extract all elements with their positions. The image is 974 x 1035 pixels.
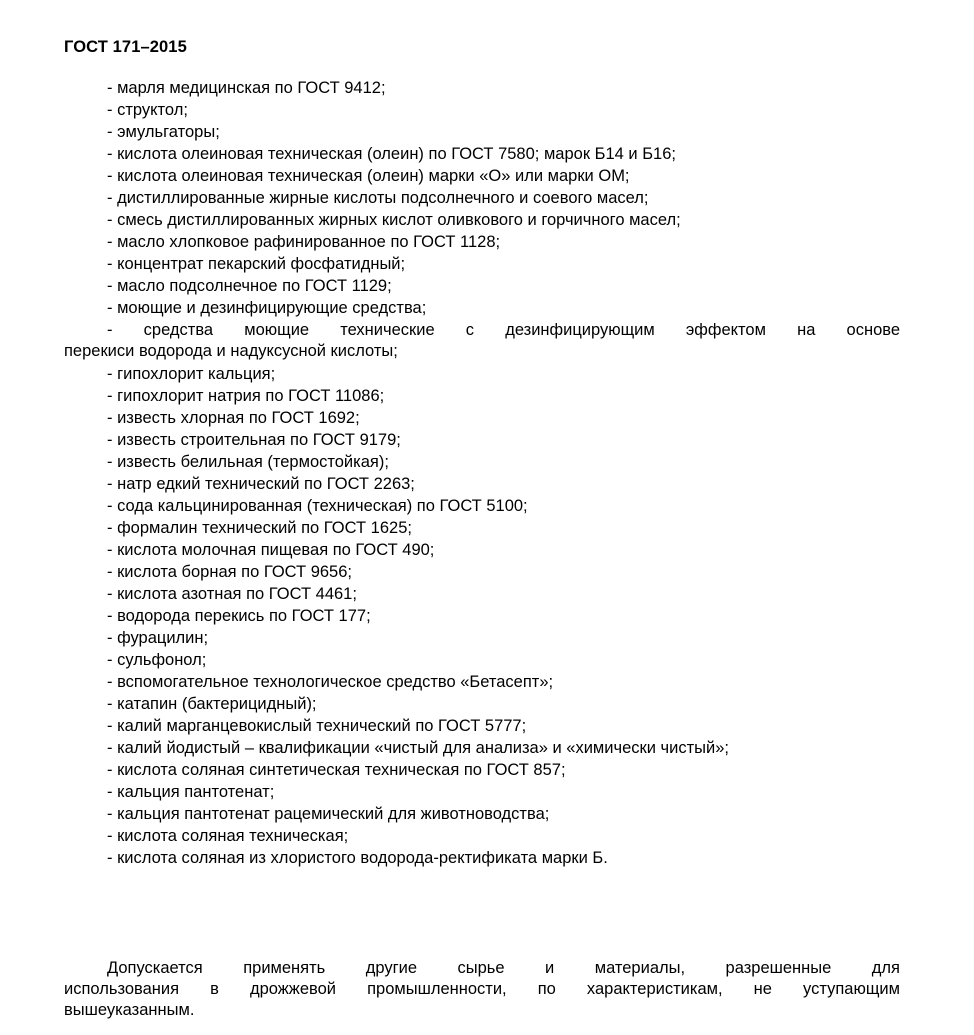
list-item: - кислота соляная техническая; xyxy=(107,827,349,845)
list-item: - кислота азотная по ГОСТ 4461; xyxy=(107,585,357,603)
wrapped-item-line-1: - средства моющие технические с дезинфицирующим эффектом на основе xyxy=(107,321,900,339)
list-item: - кальция пантотенат; xyxy=(107,783,275,801)
list-item: - кислота соляная синтетическая техническая по ГОСТ 857; xyxy=(107,761,566,779)
closing-line-2: использования в дрожжевой промышленности, по характеристикам, не уступающим xyxy=(64,980,900,998)
list-item: - кислота борная по ГОСТ 9656; xyxy=(107,563,352,581)
list-item: - известь белильная (термостойкая); xyxy=(107,453,389,471)
list-item: - масло подсолнечное по ГОСТ 1129; xyxy=(107,277,392,295)
list-item: - марля медицинская по ГОСТ 9412; xyxy=(107,79,386,97)
list-item: - известь хлорная по ГОСТ 1692; xyxy=(107,409,360,427)
list-item: - калий йодистый – квалификации «чистый для анализа» и «химически чистый»; xyxy=(107,739,729,757)
list-item: - калий марганцевокислый технический по ГОСТ 5777; xyxy=(107,717,527,735)
list-item: - гипохлорит натрия по ГОСТ 11086; xyxy=(107,387,385,405)
closing-paragraph xyxy=(64,958,900,1021)
list-item: - известь строительная по ГОСТ 9179; xyxy=(107,431,401,449)
list-item: - кислота олеиновая техническая (олеин) по ГОСТ 7580; марок Б14 и Б16; xyxy=(107,145,676,163)
list-item: - эмульгаторы; xyxy=(107,123,220,141)
list-item: - структол; xyxy=(107,101,188,119)
list-item: - кислота соляная из хлористого водорода-ректификата марки Б. xyxy=(107,849,608,867)
list-item: - вспомогательное технологическое средство «Бетасепт»; xyxy=(107,673,554,691)
list-item: - дистиллированные жирные кислоты подсолнечного и соевого масел; xyxy=(107,189,649,207)
list-item: - фурацилин; xyxy=(107,629,209,647)
list-item: - кислота молочная пищевая по ГОСТ 490; xyxy=(107,541,435,559)
document-header: ГОСТ 171–2015 xyxy=(64,38,187,56)
list-item: - моющие и дезинфицирующие средства; xyxy=(107,299,427,317)
wrapped-list-item xyxy=(64,320,900,362)
list-item: - сульфонол; xyxy=(107,651,207,669)
wrapped-item-line-2: перекиси водорода и надуксусной кислоты; xyxy=(64,342,398,360)
list-item: - кислота олеиновая техническая (олеин) марки «О» или марки ОМ; xyxy=(107,167,630,185)
list-item: - формалин технический по ГОСТ 1625; xyxy=(107,519,412,537)
list-item: - смесь дистиллированных жирных кислот оливкового и горчичного масел; xyxy=(107,211,681,229)
list-item: - гипохлорит кальция; xyxy=(107,365,276,383)
list-item: - концентрат пекарский фосфатидный; xyxy=(107,255,406,273)
closing-line-1: Допускается применять другие сырье и материалы, разрешенные для xyxy=(107,959,900,977)
list-item: - катапин (бактерицидный); xyxy=(107,695,317,713)
list-item: - масло хлопковое рафинированное по ГОСТ 1128; xyxy=(107,233,501,251)
closing-line-3: вышеуказанным. xyxy=(64,1001,195,1019)
list-item: - сода кальцинированная (техническая) по ГОСТ 5100; xyxy=(107,497,528,515)
list-item: - водорода перекись по ГОСТ 177; xyxy=(107,607,371,625)
list-item: - натр едкий технический по ГОСТ 2263; xyxy=(107,475,415,493)
list-item: - кальция пантотенат рацемический для животноводства; xyxy=(107,805,550,823)
